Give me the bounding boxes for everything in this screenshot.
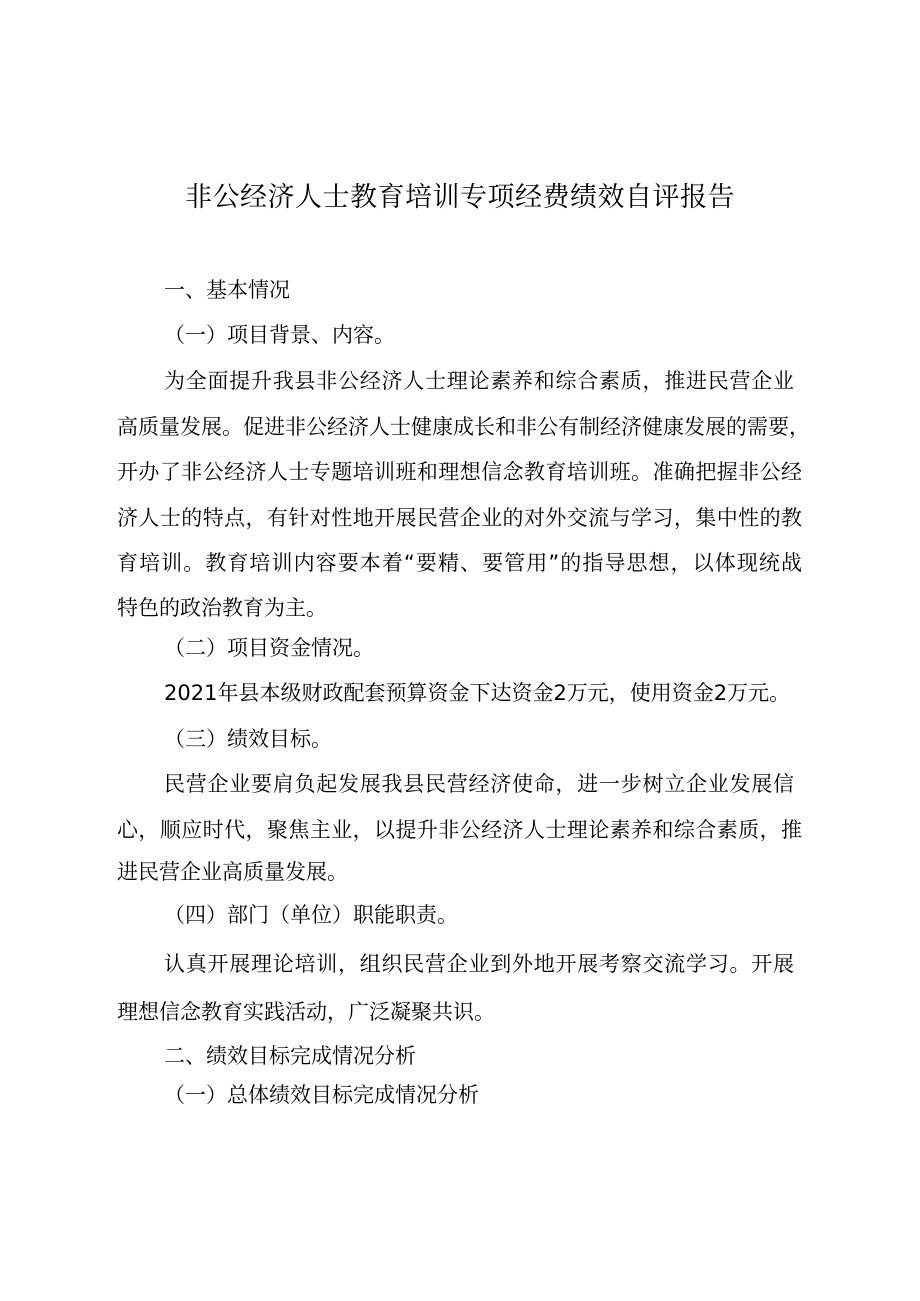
paragraph-line: 理想信念教育实践活动，广泛凝聚共识。 bbox=[117, 1000, 495, 1024]
paragraph-line: 开办了非公经济人士专题培训班和理想信念教育培训班。准确把握非公经 bbox=[117, 460, 802, 484]
paragraph-line: 育培训。教育培训内容要本着“要精、要管用”的指导思想，以体现统战 bbox=[117, 551, 802, 575]
subheading-department-duties: （四）部门（单位）职能职责。 bbox=[164, 903, 458, 927]
section-heading-basic-info: 一、基本情况 bbox=[164, 278, 290, 302]
subheading-project-funds: （二）项目资金情况。 bbox=[164, 636, 374, 660]
subheading-overall-goal-analysis: （一）总体绩效目标完成情况分析 bbox=[164, 1083, 479, 1107]
paragraph-line: 进民营企业高质量发展。 bbox=[117, 860, 348, 884]
paragraph-line: 为全面提升我县非公经济人士理论素养和综合素质，推进民营企业 bbox=[164, 369, 794, 393]
paragraph-line: 民营企业要肩负起发展我县民营经济使命，进一步树立企业发展信 bbox=[164, 772, 794, 796]
subheading-performance-goals: （三）绩效目标。 bbox=[164, 727, 332, 751]
paragraph-line: 2021年县本级财政配套预算资金下达资金2万元，使用资金2万元。 bbox=[164, 681, 791, 705]
paragraph-line: 济人士的特点，有针对性地开展民营企业的对外交流与学习，集中性的教 bbox=[117, 506, 802, 530]
paragraph-line: 高质量发展。促进非公经济人士健康成长和非公有制经济健康发展的需要， bbox=[117, 415, 810, 439]
section-heading-goal-completion: 二、绩效目标完成情况分析 bbox=[164, 1044, 416, 1068]
paragraph-line: 心，顺应时代，聚焦主业，以提升非公经济人士理论素养和综合素质，推 bbox=[117, 818, 802, 842]
subheading-project-background: （一）项目背景、内容。 bbox=[164, 323, 395, 347]
paragraph-line: 认真开展理论培训，组织民营企业到外地开展考察交流学习。开展 bbox=[164, 952, 794, 976]
paragraph-line: 特色的政治教育为主。 bbox=[117, 596, 327, 620]
document-title: 非公经济人士教育培训专项经费绩效自评报告 bbox=[185, 182, 735, 213]
